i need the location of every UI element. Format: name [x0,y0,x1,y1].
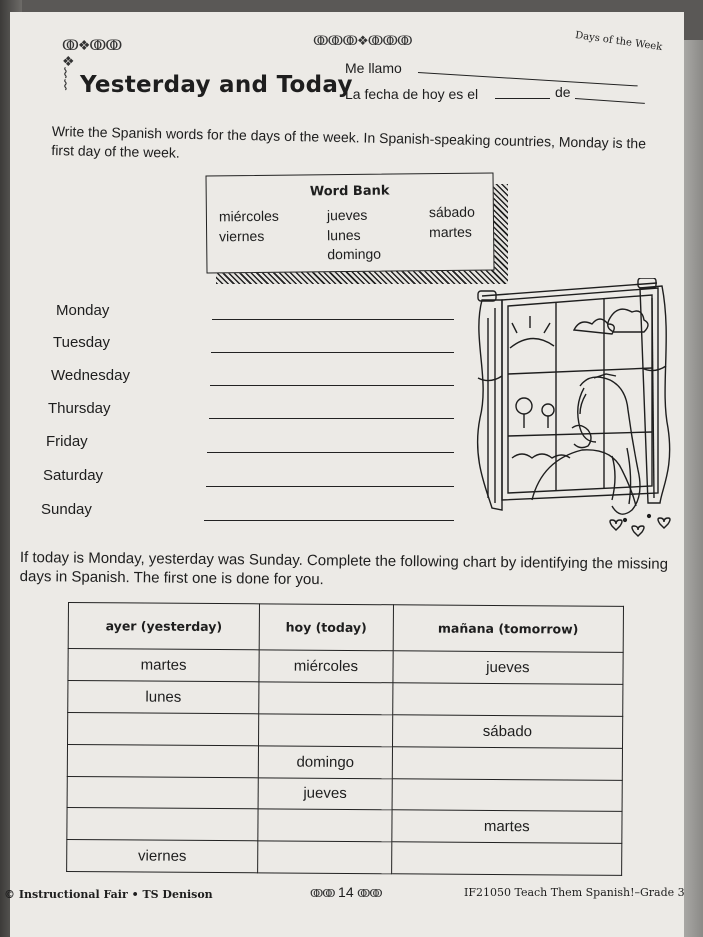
word-bank-word: domingo [327,245,382,263]
page-number: 14 [338,884,354,900]
section-label: Days of the Week [574,30,663,54]
footer-page-number [310,884,382,900]
girl-at-window-illustration [462,278,678,542]
chart-row [67,808,622,844]
ornament-footer-right: ↂↂ [357,887,382,900]
word-bank-word: viernes [219,227,265,245]
word-bank-word: lunes [327,226,361,244]
date-label: La fecha de hoy es el [345,86,479,102]
day-label-sunday: Sunday [41,501,92,518]
chart-cell[interactable] [392,683,623,716]
day-label-thursday: Thursday [48,400,111,417]
answer-line-saturday[interactable] [206,486,454,487]
chart-cell[interactable] [392,746,623,779]
chart-cell[interactable] [258,841,392,874]
chart-header-row [68,603,623,653]
ornament-top-center: ↂↂↂ❖ↂↂↂ [313,34,412,49]
word-bank-word: jueves [326,206,368,224]
answer-line-thursday[interactable] [209,418,454,419]
intro-instructions: Write the Spanish words for the days of the week. In Spanish-speaking countries, Monday is the first day of the week. [51,122,647,161]
date-day-line[interactable] [495,98,550,99]
chart-cell[interactable] [67,776,258,809]
day-label-tuesday: Tuesday [53,334,110,351]
chart-cell: jueves [393,651,624,684]
answer-line-sunday[interactable] [204,520,454,521]
chart-cell[interactable] [392,778,623,811]
chart-cell[interactable] [391,842,622,875]
chart-cell: lunes [68,681,259,714]
answer-line-wednesday[interactable] [210,385,454,386]
word-bank-word: miércoles [218,207,279,225]
chart-cell: domingo [258,746,392,779]
chart-cell[interactable] [259,714,393,747]
answer-line-friday[interactable] [207,452,454,453]
chart-instructions: If today is Monday, yesterday was Sunday. Complete the following chart by identifying the missing days in Spanish. The first one is done for you. [19,548,669,589]
chart-cell[interactable] [259,682,393,715]
word-bank-title: Word Bank [309,183,390,200]
ornament-footer-left: ↂↂ [310,887,335,900]
footer-product: IF21050 Teach Them Spanish!–Grade 3 [464,886,685,899]
date-month-line[interactable] [575,98,645,104]
page-title: Yesterday and Today [80,72,353,98]
chart-row [68,681,623,717]
chart-row [67,744,622,780]
chart-cell: martes [392,810,623,843]
chart-cell[interactable] [67,808,258,841]
chart-cell: viernes [67,840,258,873]
answer-line-tuesday[interactable] [211,352,454,353]
day-label-friday: Friday [46,433,88,450]
ornament-corner-left: ❖ ⌇ ⌇ [62,54,74,94]
chart-cell: jueves [258,777,392,810]
chart-header-today: hoy (today) [259,604,393,651]
footer-publisher: © Instructional Fair • TS Denison [4,888,213,901]
name-line[interactable] [418,72,638,86]
day-label-saturday: Saturday [43,467,104,484]
date-de-label: de [555,84,571,100]
chart-row [68,712,623,748]
yesterday-today-chart [66,602,624,876]
chart-cell[interactable] [67,744,258,777]
worksheet-page [4,12,685,937]
answer-line-monday[interactable] [212,319,454,320]
chart-cell[interactable] [258,809,392,842]
ornament-top-left: ↂ❖ↂↂ [62,38,122,54]
chart-cell: sábado [392,715,623,748]
day-label-wednesday: Wednesday [51,367,130,384]
chart-row [68,649,623,685]
chart-row [67,840,622,876]
chart-header-yesterday: ayer (yesterday) [68,603,259,651]
word-bank [205,172,494,273]
chart-header-tomorrow: mañana (tomorrow) [393,605,624,653]
name-label: Me llamo [345,60,402,76]
word-bank-word: sábado [428,203,475,221]
day-label-monday: Monday [56,302,110,319]
chart-cell: miércoles [259,650,393,683]
chart-cell: martes [68,649,259,682]
chart-cell[interactable] [68,712,259,745]
word-bank-word: martes [429,223,472,241]
chart-row [67,776,622,812]
